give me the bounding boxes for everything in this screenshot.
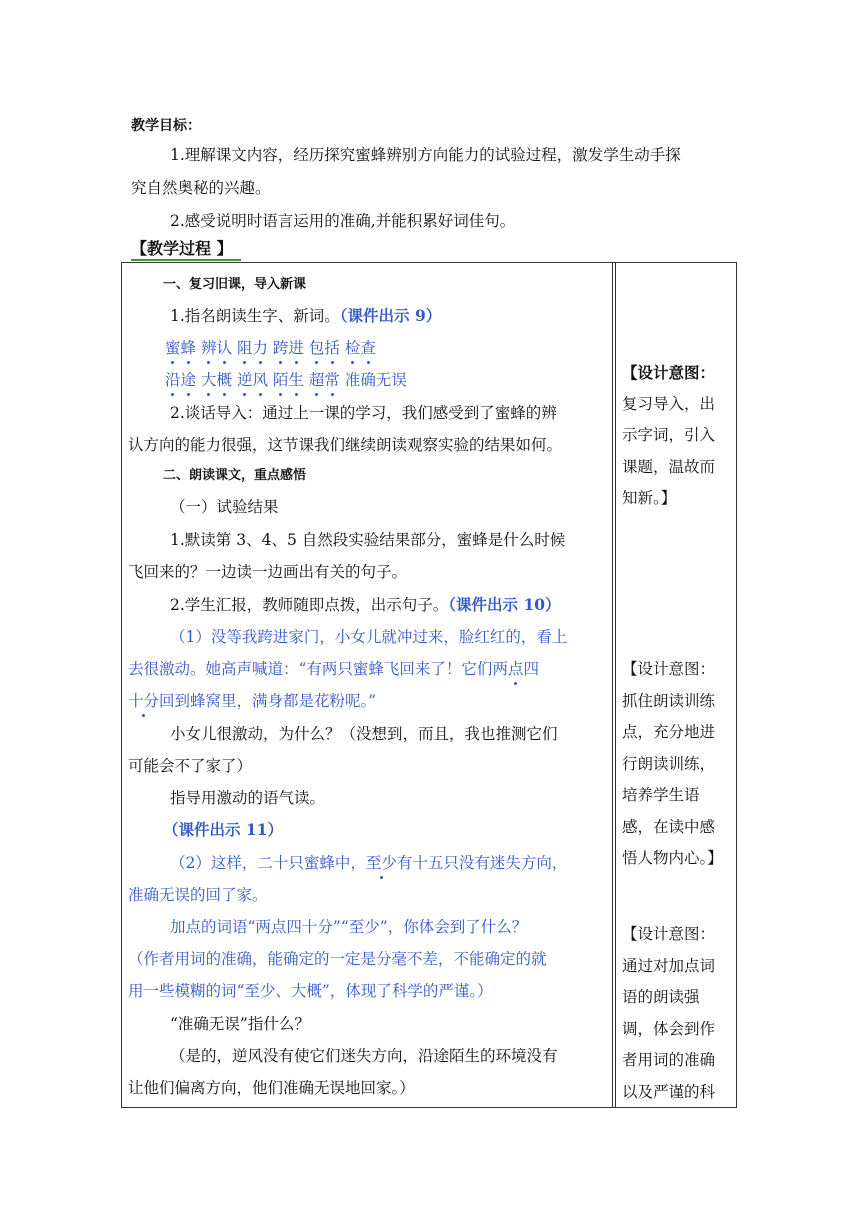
para-3-line1: 小女儿很激动，为什么？（没想到，而且，我也推测它们: [170, 725, 558, 743]
quote-2-line2: 准确无误的回了家。: [128, 886, 268, 904]
objective-1-line1: 1.理解课文内容，经历探究蜜蜂辨别方向能力的试验过程，激发学生动手探: [170, 146, 681, 164]
design-note-3: [622, 919, 715, 1108]
note-line: 调，体会到作: [622, 1019, 716, 1038]
section-1-item-1: [170, 305, 441, 327]
objectives-title: 教学目标：: [131, 118, 201, 134]
word-char: 蜂: [180, 339, 197, 357]
note-line: 以及严谨的科: [622, 1082, 716, 1101]
words-row-1: [165, 337, 376, 359]
para-1-line2: 飞回来的？一边读一边画出有关的句子。: [128, 563, 408, 581]
para-4: 指导用激动的语气读。: [170, 789, 326, 807]
para-2: [170, 594, 561, 616]
subsection-1: （一）试验结果: [170, 498, 279, 516]
process-heading: 【教学过程 】: [131, 239, 233, 258]
word-char: 认: [216, 339, 232, 357]
word-char: 大: [200, 371, 217, 389]
note-line: 培养学生语: [622, 786, 700, 804]
para-6: “准确无误”指什么？: [170, 1015, 310, 1033]
item-text: 1.指名朗读生字、新词。: [170, 307, 340, 325]
heading-underline: [131, 259, 241, 261]
dotted-words: 至少: [365, 854, 397, 872]
word-char: 超: [308, 371, 325, 389]
design-note-2: [622, 654, 723, 875]
word-char: 辨: [200, 339, 217, 357]
quote-text: 回到蜂窝里，满身都是花粉呢。”: [159, 692, 377, 710]
word-char: 检: [344, 339, 361, 357]
para-5-line2: （作者用词的准确，能确定的一定是分毫不差，不能确定的就: [128, 950, 547, 968]
word-char: 阻: [236, 339, 253, 357]
word-char: 逆: [236, 371, 253, 389]
quote-text: （2）这样，二十只蜜蜂中，: [170, 854, 366, 872]
para-5-line1: 加点的词语“两点四十分”“至少”，你体会到了什么？: [170, 918, 528, 936]
para-5-line3: 用一些模糊的词“至少、大概”，体现了科学的严谨。）: [128, 982, 493, 1000]
design-note-1: [622, 357, 715, 515]
courseware-tag-9: （课件出示 9）: [339, 306, 442, 325]
word-char: 力: [252, 339, 268, 357]
word-char: 跨: [272, 339, 289, 357]
note-line: 通过对加点词: [622, 956, 716, 975]
note-line: 复习导入，出: [622, 394, 716, 413]
note-line: 语的朗读强: [622, 988, 700, 1006]
note-line: 知新。】: [622, 489, 677, 507]
para-7-line1: （是的，逆风没有使它们迷失方向，沿途陌生的环境没有: [170, 1047, 558, 1065]
note-line: 【设计意图：: [622, 925, 716, 943]
word-plain: 准确无误: [344, 371, 407, 389]
objective-2: 2.感受说明时语言运用的准确,并能积累好词佳句。: [170, 212, 516, 230]
word-char: 括: [324, 339, 340, 357]
section-1-title: 一、复习旧课，导入新课: [163, 277, 307, 292]
quote-1-line3: [128, 690, 376, 712]
word-char: 蜜: [165, 339, 181, 357]
quote-2-line1: [170, 852, 567, 874]
word-char: 包: [308, 339, 325, 357]
objective-1-line2: 究自然奥秘的兴趣。: [131, 179, 271, 197]
column-divider-2: [615, 262, 616, 1108]
word-char: 生: [288, 371, 304, 389]
section-1-item-2-line2: 认方向的能力很强，这节课我们继续朗读观察实验的结果如何。: [128, 436, 563, 454]
note-line: 【设计意图：: [622, 363, 716, 382]
quote-text: 有十五只没有迷失方向，: [396, 854, 568, 872]
word-char: 概: [216, 371, 232, 389]
dotted-words: 十分: [128, 692, 160, 710]
courseware-tag-11: （课件出示 11）: [163, 820, 283, 839]
word-char: 沿: [165, 371, 181, 389]
section-2-title: 二、朗读课文，重点感悟: [163, 468, 307, 483]
para-3-line2: 可能会不了家了）: [128, 757, 253, 775]
note-line: 示字词，引入: [622, 426, 716, 444]
words-row-2: [165, 369, 407, 391]
quote-text: 去很激动。她高声喊道：“有两只蜜蜂飞回来了！它们: [128, 660, 493, 678]
word-char: 常: [324, 371, 340, 389]
note-line: 点，充分地进: [622, 723, 716, 741]
note-line: 者用词的准确: [622, 1051, 716, 1069]
note-line: 课题，温故而: [622, 457, 716, 476]
word-char: 查: [360, 339, 376, 357]
word-char: 陌: [272, 371, 289, 389]
word-char: 风: [252, 371, 268, 389]
word-char: 进: [288, 339, 304, 357]
column-divider: [612, 262, 613, 1108]
note-line: 【设计意图：: [622, 660, 716, 678]
quote-1-line1: （1）没等我跨进家门，小女儿就冲过来，脸红红的，看上: [170, 628, 568, 646]
quote-1-line2: [128, 658, 539, 680]
note-line: 悟人物内心。】: [622, 849, 723, 867]
section-1-item-2-line1: 2.谈话导入：通过上一课的学习，我们感受到了蜜蜂的辨: [170, 404, 557, 422]
para-7-line2: 让他们偏离方向，他们准确无误地回家。）: [128, 1079, 415, 1097]
para-1-line1: 1.默读第 3、4、5 自然段实验结果部分，蜜蜂是什么时候: [170, 531, 566, 549]
note-line: 行朗读训练，: [622, 754, 716, 773]
para-2-text: 2.学生汇报，教师随即点拨，出示句子。: [170, 596, 449, 614]
note-line: 抓住朗读训练: [622, 691, 716, 710]
word-char: 途: [180, 371, 197, 389]
note-line: 感，在读中感: [622, 817, 716, 836]
courseware-tag-10: （课件出示 10）: [448, 595, 561, 614]
dotted-words: 两点四: [492, 660, 539, 678]
